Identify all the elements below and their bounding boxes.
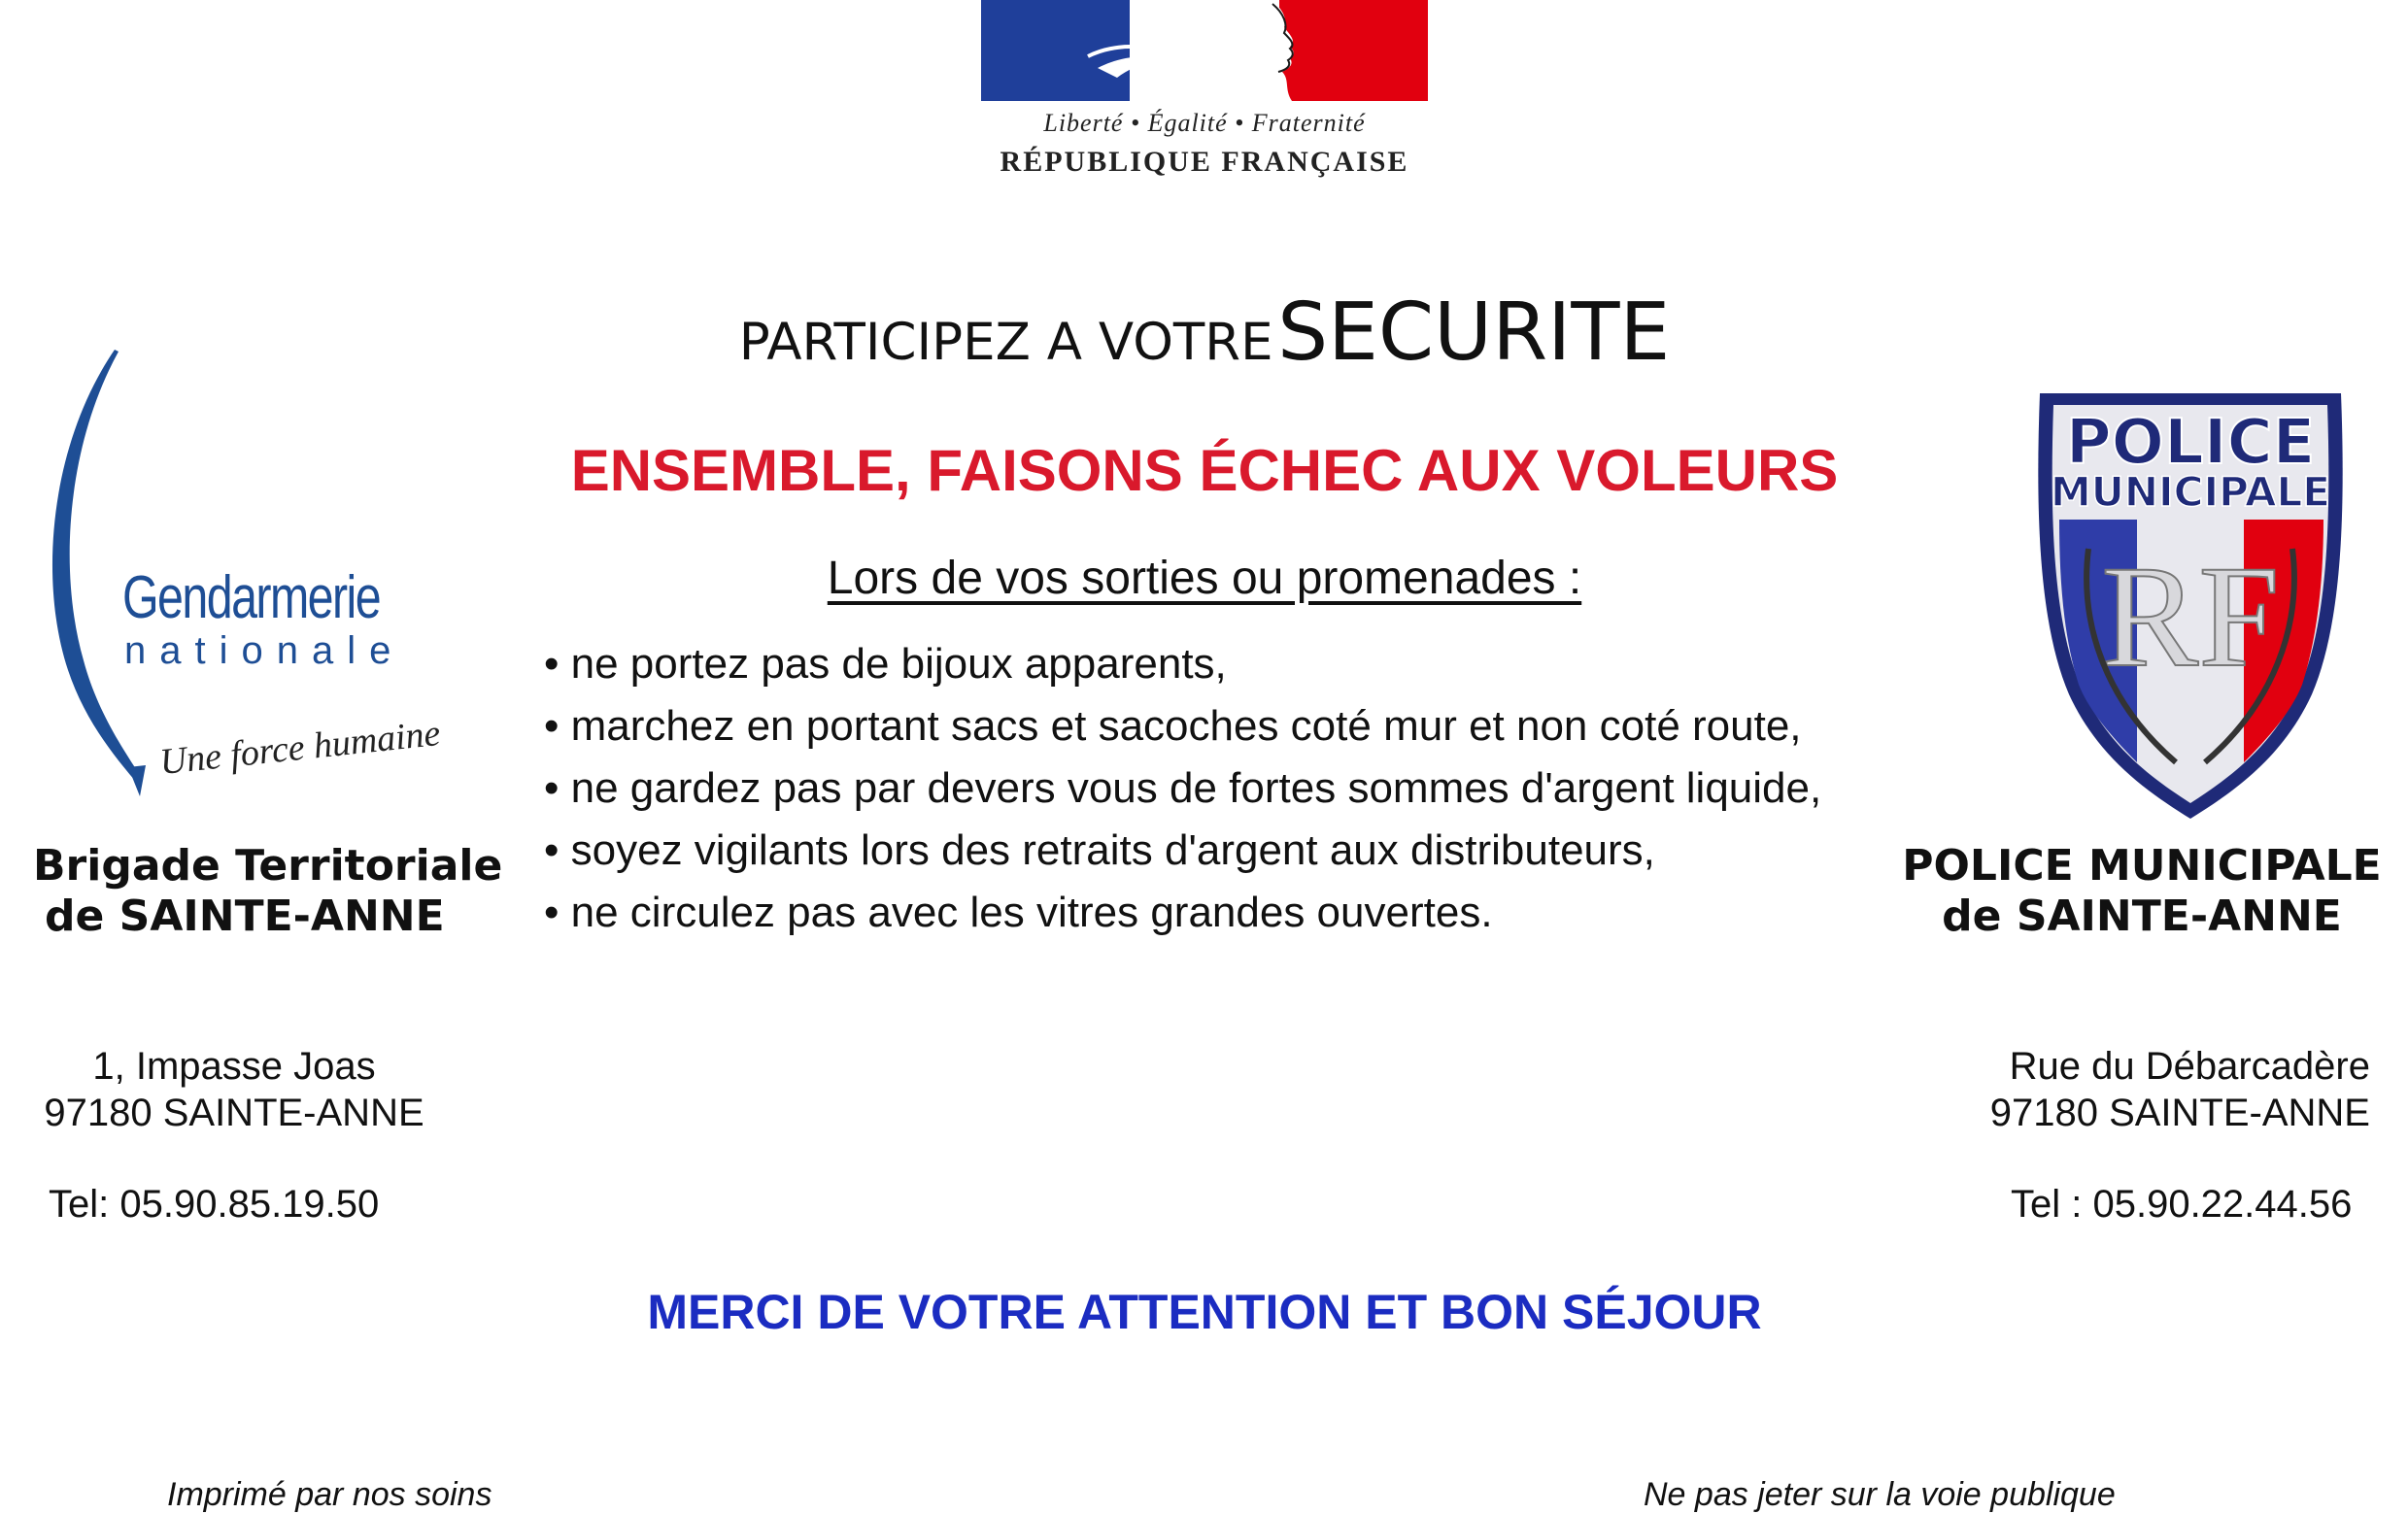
gendarmerie-slogan: Une force humaine <box>157 712 443 784</box>
gendarmerie-title-line1: Brigade Territoriale <box>33 841 503 891</box>
badge-top-text: POLICE <box>2065 407 2316 479</box>
title-prefix: PARTICIPEZ A VOTRE <box>738 313 1273 372</box>
thanks-message: MERCI DE VOTRE ATTENTION ET BON SÉJOUR <box>647 1285 1762 1339</box>
gendarmerie-address-line1: 1, Impasse Joas <box>92 1045 376 1088</box>
gendarmerie-address <box>25 1043 443 1136</box>
gendarmerie-word: Gendarmerie <box>122 564 381 631</box>
republic-name: RÉPUBLIQUE FRANÇAISE <box>1000 146 1409 178</box>
gendarmerie-title-line2: de SAINTE-ANNE <box>45 892 445 941</box>
police-phone: Tel : 05.90.22.44.56 <box>2011 1183 2353 1226</box>
police-address <box>1933 1043 2370 1136</box>
marianne-icon <box>981 0 1428 101</box>
gendarmerie-phone: Tel: 05.90.85.19.50 <box>49 1183 380 1226</box>
gendarmerie-sub: nationale <box>124 629 405 672</box>
title-main: SECURITE <box>1277 286 1671 379</box>
subtitle: ENSEMBLE, FAISONS ÉCHEC AUX VOLEURS <box>570 438 1839 503</box>
badge-monogram: RF <box>2101 536 2280 697</box>
footer-left: Imprimé par nos soins <box>167 1476 492 1513</box>
police-municipale-badge-icon <box>2020 374 2360 821</box>
police-title-line1: POLICE MUNICIPALE <box>1902 841 2382 891</box>
republic-motto: Liberté • Égalité • Fraternité <box>1043 109 1366 137</box>
gendarmerie-address-line2: 97180 SAINTE-ANNE <box>44 1092 424 1134</box>
advice-item: • ne portez pas de bijoux apparents, <box>544 633 1821 695</box>
advice-item: • ne circulez pas avec les vitres grandes ouvertes. <box>544 882 1821 944</box>
police-title-line2: de SAINTE-ANNE <box>1942 892 2342 941</box>
gendarmerie-title <box>33 841 502 942</box>
page-title <box>544 286 1865 379</box>
police-title <box>1894 841 2390 942</box>
advice-item: • ne gardez pas par devers vous de fortes sommes d'argent liquide, <box>544 757 1821 820</box>
advice-item: • marchez en portant sacs et sacoches coté mur et non coté route, <box>544 695 1821 757</box>
advice-intro <box>583 552 1826 605</box>
advice-list <box>544 633 1821 944</box>
police-address-line2: 97180 SAINTE-ANNE <box>1989 1092 2370 1134</box>
advice-item: • soyez vigilants lors des retraits d'argent aux distributeurs, <box>544 820 1821 882</box>
badge-bottom-text: MUNICIPALE <box>2050 468 2331 516</box>
republique-francaise-logo <box>981 0 1428 185</box>
advice-intro-text: Lors de vos sorties ou promenades : <box>827 553 1582 604</box>
police-address-line1: Rue du Débarcadère <box>2009 1045 2370 1088</box>
footer-right: Ne pas jeter sur la voie publique <box>1644 1476 2116 1513</box>
